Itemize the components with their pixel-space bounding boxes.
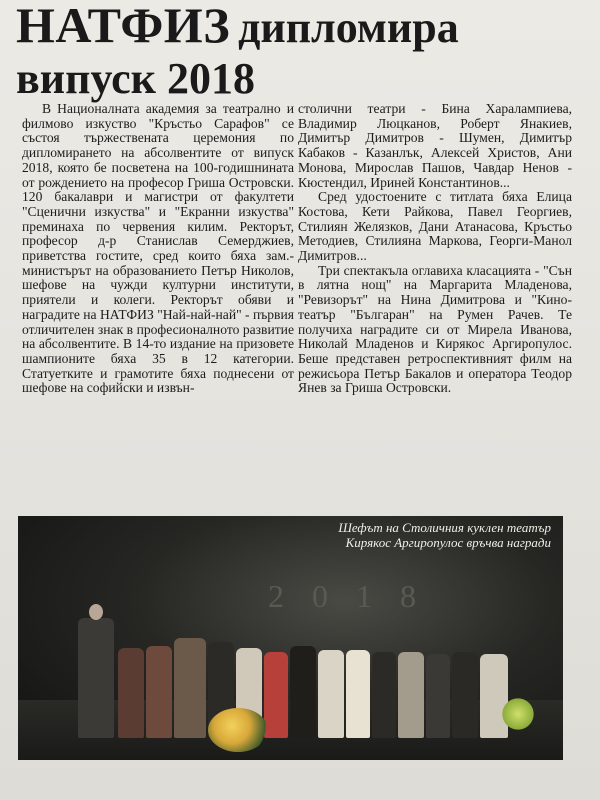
- graduate-figure: [398, 652, 424, 738]
- article-paragraph: В Националната академия за театрално и филмово изкуство "Кръстьо Сарафов" се състоя тържествената церемония по дипломирането на абсолвентите от випуск 2018, която бе посветена на 100-годишнината от рождението на професор Гриша Островски. 120 бакалаври и магистри от факултети "Сценични изкуства" и "Екранни изкуства" преминаха по червения килим. Ректорът, професор д-р Станислав Семерджиев, приветства гостите, сред които бяха зам.-министърът на образованието Петър Николов, шефове на чужди културни институти, приятели и колеги. Ректорът обяви и наградите на НАТФИЗ "Най-най-най" - първия отличителен знак в професионалното развитие на абсолвентите. В 14-то издание на призовете шампионите бяха 35 в 12 категории. Статуетките и грамотите бяха поднесени от шефове на софийски и извън-: [22, 101, 295, 396]
- balloon-decoration: [498, 698, 538, 730]
- backdrop-year: 2 0 1 8: [268, 578, 426, 614]
- graduate-figure: [78, 618, 114, 738]
- graduate-figure: [118, 648, 144, 738]
- ceremony-photo: [18, 516, 563, 760]
- article-paragraph: Сред удостоените с титлата бяха Елица Костова, Кети Райкова, Павел Георгиев, Стилиян Желязков, Дани Атанасова, Кръстьо Методиев, Стилияна Маркова, Георги-Манол Димитров...: [298, 189, 572, 264]
- headline-line2: випуск 2018: [16, 54, 255, 103]
- graduate-figure: [318, 650, 344, 738]
- graduate-figure: [146, 646, 172, 738]
- flower-bouquet: [208, 708, 268, 752]
- headline-rest-line1: дипломира: [238, 3, 459, 52]
- article-headline: [16, 2, 591, 106]
- article-paragraph: столични театри - Бина Харалампиева, Владимир Люцканов, Роберт Янакиев, Димитър Димитров - Шумен, Димитър Кабаков - Казанлък, Алексей Христов, Ани Монова, Мирослав Пашов, Чавдар Ненов - Кюстендил, Ириней Константинов...: [298, 101, 572, 190]
- graduate-head: [89, 604, 103, 620]
- graduate-figure: [290, 646, 316, 738]
- photo-caption: Шефът на Столичния куклен театър Кирякос Аргиропулос връчва награди: [338, 520, 551, 550]
- article-column-right: [298, 102, 572, 396]
- graduate-figure: [372, 652, 396, 738]
- graduate-figure: [264, 652, 288, 738]
- headline-main-word: НАТФИЗ: [16, 0, 231, 53]
- graduate-figure: [346, 650, 370, 738]
- graduate-figure: [452, 652, 478, 738]
- article-column-left: [22, 102, 294, 396]
- graduate-figure: [174, 638, 206, 738]
- article-paragraph: Три спектакъла оглавиха класацията - "Сън в лятна нощ" на Маргарита Младенова, "Ревизорът" на Нина Димитрова и "Кино-театър "Българан" на Румен Рачев. Те получиха наградите си от Мирела Иванова, Николай Младенов и Кирякос Аргиропулос. Беше представен ретроспективният филм на режисьора Петър Бакалов и оператора Теодор Янев за Гриша Островски.: [298, 262, 572, 396]
- graduate-figure: [426, 654, 450, 738]
